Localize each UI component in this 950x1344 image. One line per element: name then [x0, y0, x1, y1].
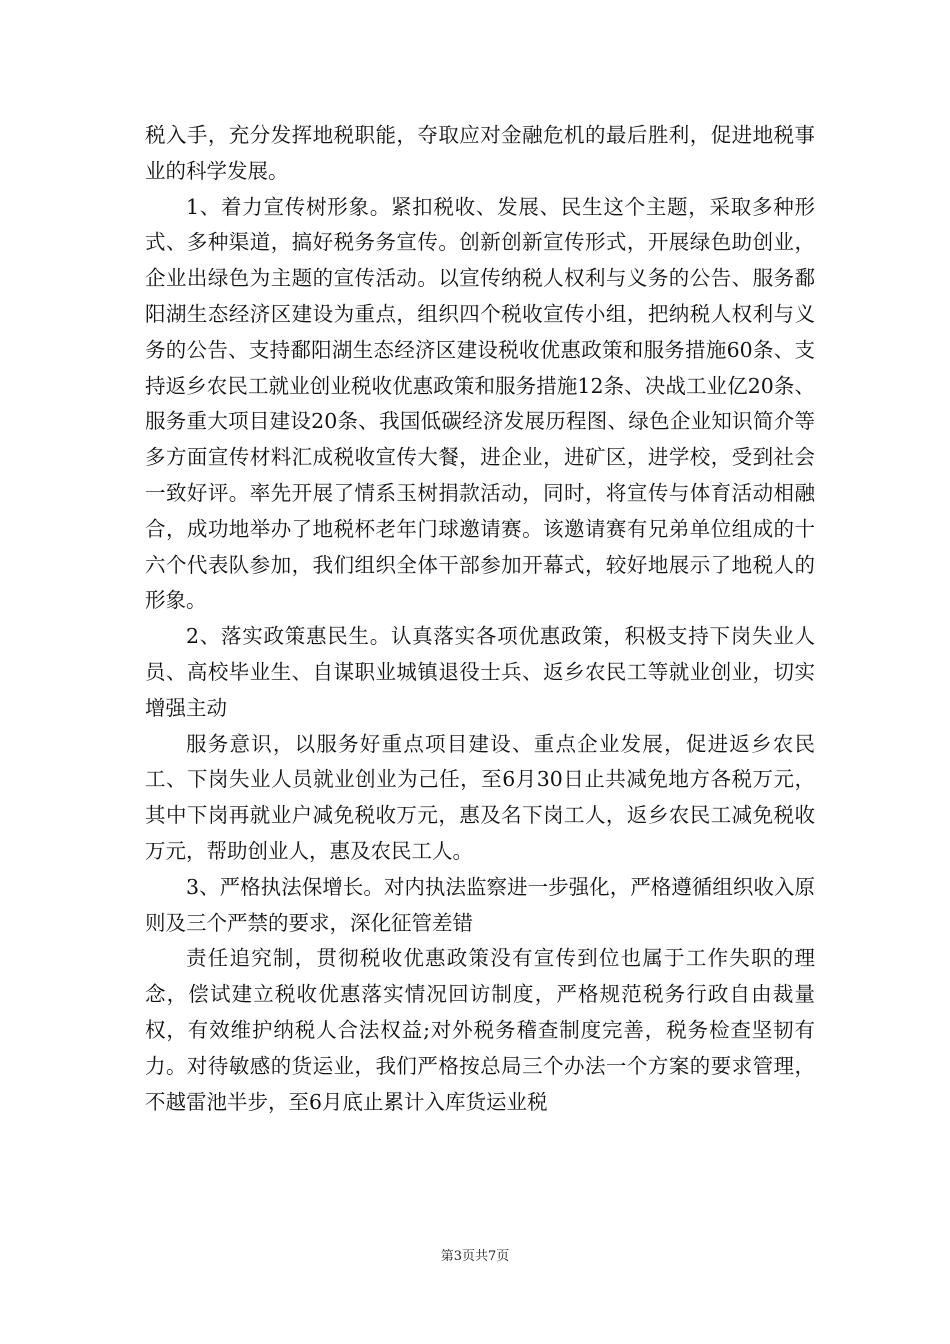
paragraph-accountability: 责任追究制，贯彻税收优惠政策没有宣传到位也属于工作失职的理念，偿试建立税收优惠落实情况回访制度，严格规范税务行政自由裁量权，有效维护纳税人合法权益;对外税务稽查制度完善，税务检查坚韧有力。对待敏感的货运业，我们严格按总局三个办法一个方案的要求管理，不越雷池半步，至6月底止累计入库货运业税 — [145, 946, 815, 1114]
paragraph-policy: 2、落实政策惠民生。认真落实各项优惠政策，积极支持下岗失业人员、高校毕业生、自谋职业城镇退役士兵、返乡农民工等就业创业，切实增强主动 — [145, 624, 815, 720]
document-body — [145, 118, 815, 1120]
page-footer — [0, 1245, 950, 1264]
paragraph-law-enforcement: 3、严格执法保增长。对内执法监察进一步强化，严格遵循组织收入原则及三个严禁的要求，深化征管差错 — [145, 874, 815, 935]
paragraph-publicity: 1、着力宣传树形象。紧扣税收、发展、民生这个主题，采取多种形式、多种渠道，搞好税务务宣传。创新创新宣传形式，开展绿色助创业，企业出绿色为主题的宣传活动。以宣传纳税人权利与义务的公告、服务鄱阳湖生态经济区建设为重点，组织四个税收宣传小组，把纳税人权利与义务的公告、支持鄱阳湖生态经济区建设税收优惠政策和服务措施60条、支持返乡农民工就业创业税收优惠政策和服务措施12条、决战工业亿20条、服务重大项目建设20条、我国低碳经济发展历程图、绿色企业知识简介等多方面宣传材料汇成税收宣传大餐，进企业，进矿区，进学校，受到社会一致好评。率先开展了情系玉树捐款活动，同时，将宣传与体育活动相融合，成功地举办了地税杯老年门球邀请赛。该邀请赛有兄弟单位组成的十六个代表队参加，我们组织全体干部参加开幕式，较好地展示了地税人的形象。 — [145, 194, 815, 613]
paragraph-service-awareness: 服务意识，以服务好重点项目建设、重点企业发展，促进返乡农民工、下岗失业人员就业创业为己任，至6月30日止共减免地方各税万元，其中下岗再就业户减免税收万元，惠及名下岗工人，返乡农民工减免税收万元，帮助创业人，惠及农民工人。 — [145, 731, 815, 863]
page-number: 第3页共7页 — [440, 1249, 510, 1264]
paragraph-intro-continuation: 税入手，充分发挥地税职能，夺取应对金融危机的最后胜利，促进地税事业的科学发展。 — [145, 123, 815, 183]
